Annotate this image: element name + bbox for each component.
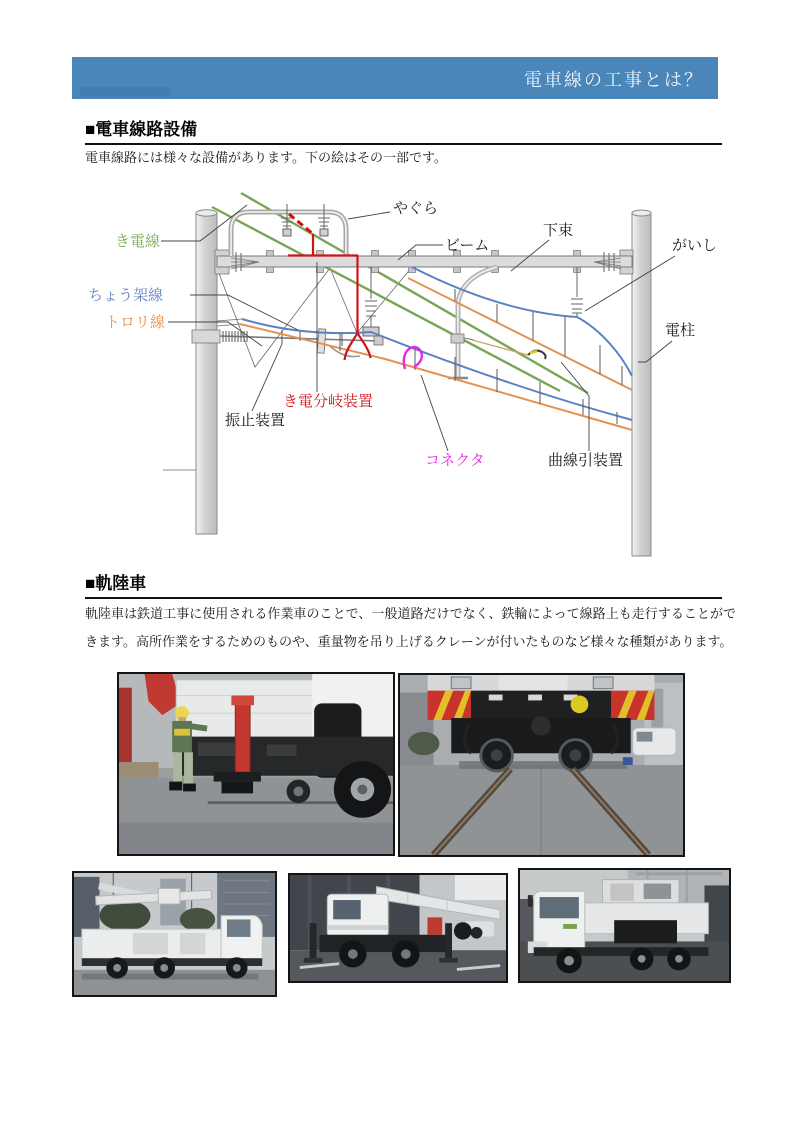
photo-truck-on-rails-image bbox=[400, 675, 683, 855]
photo-crane-truck-image bbox=[290, 875, 506, 981]
overhead-line-diagram-svg bbox=[70, 176, 730, 564]
diagram-label-anti-sway: 振止装置 bbox=[225, 413, 286, 429]
page-title: 電車線の工事とは？ bbox=[524, 70, 704, 90]
section-heading-vehicle: ■軌陸車 bbox=[85, 569, 722, 599]
diagram-label-beam: ビーム bbox=[445, 238, 490, 254]
diagram-label-yagura: やぐら bbox=[393, 201, 439, 217]
photo-worker-truck bbox=[117, 672, 395, 856]
diagram-label-pole: 電柱 bbox=[665, 323, 696, 339]
photo-truck-on-rails bbox=[398, 673, 685, 857]
photo-rail-truck-side-image bbox=[520, 870, 729, 981]
overhead-line-diagram bbox=[70, 176, 730, 564]
beam-structure bbox=[217, 251, 632, 273]
diagram-label-feeder: き電線 bbox=[115, 234, 161, 250]
photo-platform-truck bbox=[72, 871, 277, 997]
diagram-label-curve-puller: 曲線引装置 bbox=[548, 453, 624, 469]
section-heading-equipment: ■電車線路設備 bbox=[85, 115, 722, 145]
diagram-label-connector: コネクタ bbox=[425, 453, 485, 469]
diagram-label-insulator: がいし bbox=[672, 238, 718, 254]
diagram-label-shitataba: 下束 bbox=[543, 223, 574, 239]
paragraph-equipment: 電車線路には様々な設備があります。下の絵はその一部です。 bbox=[85, 150, 447, 165]
photo-rail-truck-side bbox=[518, 868, 731, 983]
diagram-label-trolley: トロリ線 bbox=[105, 315, 166, 331]
photo-crane-truck bbox=[288, 873, 508, 983]
diagram-label-catenary: ちょう架線 bbox=[88, 288, 164, 304]
photo-worker-truck-image bbox=[119, 674, 393, 854]
photo-platform-truck-image bbox=[74, 873, 275, 995]
header-bar bbox=[72, 57, 718, 99]
header-faint-mark bbox=[80, 87, 170, 97]
diagram-label-feeder-branch: き電分岐装置 bbox=[283, 394, 374, 410]
paragraph-vehicle: 軌陸車は鉄道工事に使用される作業車のことで、一般道路だけでなく、鉄輪によって線路上も走行することができます。高所作業をするためのものや、重量物を吊り上げるクレーンが付いたものなど様々な種類があります。 bbox=[85, 606, 736, 649]
